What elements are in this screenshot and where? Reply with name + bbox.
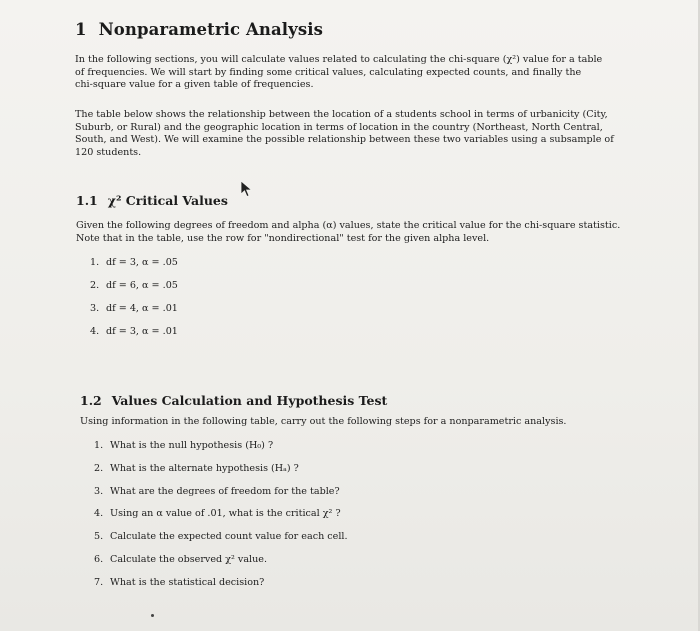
critical-values-list (90, 257, 178, 349)
list-item (90, 326, 178, 349)
table-line: South, and West). We will examine the possible relationship between these two variables using a subsample of (75, 134, 614, 146)
table-description-paragraph (75, 109, 614, 159)
item-text: df = 3, α = .01 (106, 326, 178, 337)
section-number: 1 (75, 20, 87, 39)
item-text: Using an α value of .01, what is the critical χ² ? (110, 508, 341, 520)
intro-line: of frequencies. We will start by finding some critical values, calculating expected counts, and finally the (75, 66, 582, 78)
table-line: Suburb, or Rural) and the geographic location in terms of location in the country (Northeast, North Central, (75, 121, 603, 133)
list-item (94, 577, 348, 600)
table-line: The table below shows the relationship between the location of a students school in terms of urbanicity (City, (75, 109, 608, 120)
list-item (94, 463, 348, 486)
section-1-heading (75, 20, 323, 39)
intro-line: In the following sections, you will calculate values related to calculating the chi-square (χ²) value for a table (75, 54, 603, 65)
instruction-line: Note that in the table, use the row for "nondirectional" test for the given alpha level. (76, 232, 490, 244)
table-line: 120 students. (75, 146, 142, 158)
item-text: Calculate the observed χ² value. (110, 553, 268, 565)
item-text: df = 4, α = .01 (106, 303, 178, 314)
item-text: What is the null hypothesis (H₀) ? (110, 440, 274, 451)
item-text: df = 6, α = .05 (106, 280, 178, 291)
list-item (94, 508, 348, 531)
section-1-1-instructions (76, 220, 620, 245)
section-1-2-heading (80, 393, 387, 408)
section-title: Values Calculation and Hypothesis Test (111, 393, 388, 408)
list-item (94, 440, 348, 463)
list-item (94, 554, 348, 577)
list-item (94, 531, 348, 554)
instruction-line: Given the following degrees of freedom and alpha (α) values, state the critical value for the chi-square statistic. (76, 220, 621, 231)
item-number: 4. (90, 326, 100, 337)
item-text: What are the degrees of freedom for the table? (110, 485, 340, 497)
section-number: 1.1 (76, 193, 98, 208)
item-number: 4. (94, 508, 104, 520)
list-item (94, 486, 348, 509)
list-item (90, 280, 178, 303)
item-number: 1. (94, 440, 104, 451)
item-number: 6. (94, 553, 104, 565)
stray-mark (151, 614, 154, 617)
item-text: What is the statistical decision? (110, 576, 265, 588)
item-text: df = 3, α = .05 (106, 257, 178, 268)
item-number: 5. (94, 531, 104, 543)
section-1-1-heading (76, 193, 228, 208)
item-text: What is the alternate hypothesis (Hₐ) ? (110, 462, 299, 474)
item-number: 2. (94, 462, 104, 474)
list-item (90, 257, 178, 280)
item-number: 3. (94, 485, 104, 497)
section-title: χ² Critical Values (107, 193, 228, 208)
intro-line: chi-square value for a given table of frequencies. (75, 79, 314, 91)
mouse-pointer-icon (240, 180, 254, 198)
hypothesis-steps-list (94, 440, 348, 600)
section-title: Nonparametric Analysis (98, 20, 324, 39)
section-1-2-instruction: Using information in the following table, carry out the following steps for a nonparametric analysis. (80, 416, 567, 427)
item-text: Calculate the expected count value for each cell. (110, 531, 348, 543)
item-number: 1. (90, 257, 100, 268)
intro-paragraph (75, 54, 602, 92)
item-number: 7. (94, 576, 104, 588)
item-number: 3. (90, 303, 100, 314)
item-number: 2. (90, 280, 100, 291)
list-item (90, 303, 178, 326)
section-number: 1.2 (80, 393, 102, 408)
